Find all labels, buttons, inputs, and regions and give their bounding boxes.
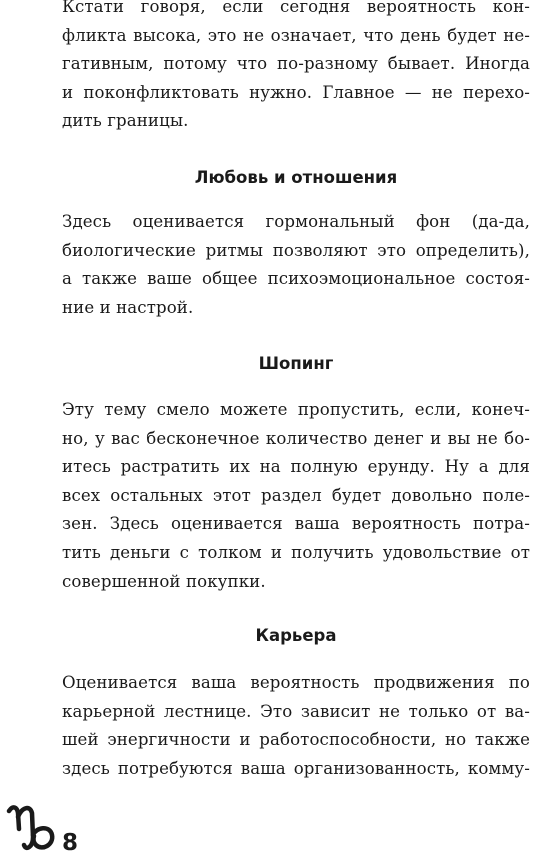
text-line: но, у вас бесконечное количество денег и вы не бо- <box>62 428 530 448</box>
text-line: дить границы. <box>62 111 189 131</box>
text-line: фликта высока, это не означает, что день будет не- <box>62 25 530 45</box>
page-footer <box>6 797 126 857</box>
text-line: шей энергичности и работоспособности, но также <box>62 730 530 750</box>
text-line: гативным, потому что по-разному бывает. Иногда <box>62 54 530 74</box>
paragraph-shopping <box>62 396 530 596</box>
heading-shopping: Шопинг <box>258 354 334 373</box>
page-number: 8 <box>62 830 79 856</box>
text-line: Кстати говоря, если сегодня вероятность кон- <box>62 0 530 16</box>
text-line: всех остальных этот раздел будет довольно поле- <box>62 485 530 505</box>
text-line: тить деньги с толком и получить удовольствие от <box>62 542 530 562</box>
text-line: Здесь оценивается гормональный фон (да-да, <box>62 212 530 231</box>
paragraph-love <box>62 208 530 322</box>
heading-love-relationships: Любовь и отношения <box>194 168 398 187</box>
text-line: зен. Здесь оценивается ваша вероятность потра- <box>62 514 530 534</box>
text-line: а также ваше общее психоэмоциональное состоя- <box>62 269 530 289</box>
text-line: и поконфликтовать нужно. Главное — не перехо- <box>62 82 530 102</box>
text-line: итесь растратить их на полную ерунду. Ну а для <box>62 457 530 477</box>
text-line: биологические ритмы позволяют это определить), <box>62 240 530 260</box>
capricorn-symbol-icon <box>6 799 62 857</box>
text-line: здесь потребуются ваша организованность, комму- <box>62 758 530 778</box>
text-line: карьерной лестнице. Это зависит не только от ва- <box>62 701 530 721</box>
paragraph-career <box>62 669 530 783</box>
text-line: Эту тему смело можете пропустить, если, конеч- <box>62 400 530 419</box>
heading-career: Карьера <box>255 626 337 645</box>
text-line: Оценивается ваша вероятность продвижения по <box>62 673 530 692</box>
paragraph-conflict <box>62 0 530 136</box>
text-line: совершенной покупки. <box>62 571 266 591</box>
text-line: ние и настрой. <box>62 297 194 317</box>
